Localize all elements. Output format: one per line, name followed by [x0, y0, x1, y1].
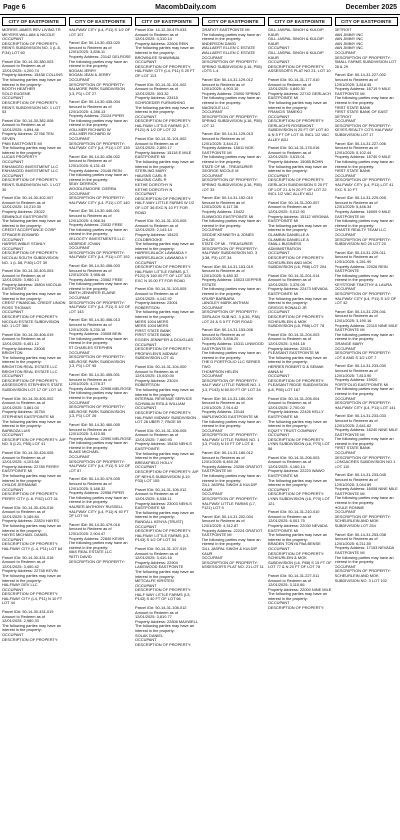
parcel-record: Parcel ID#: 50-14-31-101-002 Amount to Redeem as of 12/01/2025: 303.32 Property Address: 23415 SCHROEDER FURNISHING The following parties may have an interest in the property: OCCUPANT DESCRIPTION OF PROPERTY: HALFWAY LITTLE FARMS (L7, P121) N 1/2 OF LOT 22: [135, 81, 195, 133]
parcel-record: Parcel ID#: 50-14-31-106-012 Amount to Redeem as of 12/01/2025: 6,038.11 Property Address: 23003 NEHLS EASTPOINTE MI The following parties may have an interest in the property: RANDALL KENYA (TRUST) OCCUPANT DESCRIPTION OF PROPERTY: HALFWAY LITTLE FARMS (L3, P143) S 1/2 OF LOT 54: [135, 486, 195, 543]
parcel-record: MORRIS JAMES REV LIVING TR MEYERS WILLIAM & NICOLE OCCUPANT DESCRIPTION OF PROPERTY: REIN'S SUBDIVISION NO. 1 (L.6, P.34) LOT 60: [2, 27, 61, 55]
legal-notice-columns: [0, 15, 400, 840]
parcel-record: Parcel ID#: 50-14-31-106-005 Amount to Redeem as of 12/01/2025: 7,660.93 Property Address: 15430 NEHLS EASTPOINTE The following parties may have an interest in the property: BREAKFIELD HOLLY OCCUPANT DESCRIPTION OF PROPERTY: A/P OF NEHLS SUBDIVISION (L19, P33) LOT 105: [135, 427, 199, 484]
parcel-record: Parcel ID#: 50-14-31-202-004 Amount to Redeem as of 12/01/2025: 4,312.87 Property Address: 22224 GRATIOT EASTPOINTE MI The following parties may have an interest in the property: GILL JASPAL SINGH & KULDIP KAUR OCCUPANT DESCRIPTION OF PROPERTY: ASSESSOR'S PLAT NO. 21 LOT 11: [201, 513, 264, 570]
parcel-record: Parcel ID#: 50-14-30-403-003 Amount to Redeem as of 12/01/2025: 3,980.13 Property Address: 15804 NICOLAI EASTPOINTE The following parties may have an interest in the property: CREST FINANCIAL CREDIT UNION ROSS THOMAS OCCUPANT DESCRIPTION OF PROPERTY: NICOLAI ESTATE SUBDIVISION NO. 1 LOT 380: [2, 268, 66, 329]
parcel-record: Parcel ID#: 50-14-31-129-013 Amount to Redeem as of 12/01/2025: 3,444.21 Property Address: 15611 NOK EASTPOINTE MI The following parties may have an interest in the property: STATE OF MI - TREASURER GEORGE NICOLE M OCCUPANT DESCRIPTION OF PROPERTY: SPRING SUBDIVISION (L16, P55) LOT 33: [201, 131, 262, 192]
site-name: MacombDaily.com: [155, 3, 217, 11]
parcel-record: DETROIT VAN JIMMY INC VAN JIMMY INC VAN JIMMY INC VAN JIMMY INC OCCUPANT DESCRIPTION OF PROPERTY: SMALL FARMS SUBDIVISION LOT 28 & 29: [334, 27, 397, 69]
parcel-record: Parcel ID#: 50-14-30-435-004 Amount to Redeem as of 12/01/2025: 4,288.13 Property Address: 23124 PIPER The following parties may have an interest in the property: VOLLMER RICHARD W VOLLMER RICHARD W OCCUPANT DESCRIPTION OF PROPERTY: HALFWAY CITY (L4, P11) LOT 139: [68, 99, 130, 151]
notice-column: [2, 17, 66, 840]
parcel-record: Parcel ID#: 50-14-31-104-000 Amount to Redeem as of 12/01/2025: 15,000.00 Property Address: 23024 ROBERTSON The following parties may have an interest in the property: INTERNAL REVENUE SERVICE SCHWALM RITA & WILLIAM OCCUPANT DESCRIPTION OF PROPERTY: HALFWAY MIDWAY SUBDIVISION LOT 28 UBER 7, PAGE 59: [135, 363, 197, 425]
parcel-record: Parcel ID#: 50-14-30-426-005 Amount to Redeem as of 12/01/2025: 4,103.68 Property Address: 22789 PERRY EASTPOINTE MI The following parties may have an interest in the property: CHILDS JERMAINE OCCUPANT DESCRIPTION OF PROPERTY: PERRY CITY (L.8, P.52) LOT 31: [2, 450, 62, 501]
parcel-record: Parcel ID#: 50-14-31-177-010 Amount to Redeem as of 12/01/2025: 4,840.30 Property Address: 22742 GERLACH EASTPOINTE MI The following parties may have an interest in the property: FRANCIS TAMEKO OCCUPANT DESCRIPTION OF PROPERTY: GERLACH'S ROSEMONT SUBDIVISION N 25 FT OF LOT 40 & N 5 FT OF LOT 41 INCL 1/2 VAC ALLEY ADJ: [268, 76, 331, 142]
notice-column: [335, 17, 399, 840]
column-heading: CITY OF EASTPOINTE: [135, 17, 199, 26]
parcel-record: Parcel ID#: 50-14-31-227-011 Amount to Redeem as of 12/01/2025: 3,110.66 Property Address: 22000 NINE MILE The following parties may have an interest in the property: OCCUPANT DESCRIPTION OF PROPERTY:: [268, 572, 332, 611]
page-header: [0, 0, 400, 15]
parcel-record: GRATIOT EASTPOINTE MI The following parties may have an interest in the property: ANDERSON DAVID WALLAERT ELLEN C ESTATE WALLAERT ELLEN C ESTATE OCCUPANT DESCRIPTION OF PROPERTY: SPRING SUBDIVISION (L16, P55) LOTS 1-4: [201, 27, 262, 74]
parcel-record: Parcel ID#: 50-14-30-456-003 Amount to Redeem as of 12/01/2025: 3,988.46 Property Address: 23062 FREE The following parties may have an interest in the property: SMITH JENNIFER ELAINE OCCUPANT DESCRIPTION OF PROPERTY: HALFWAY CITY (L4, P11) S 1/2 OF LOT 143: [68, 262, 131, 314]
parcel-record: Parcel ID#: 50-14-30-479-005 Amount to Redeem as of 12/01/2025: 5,188.32 Property Address: 22958 PIPER The following parties may have an interest in the property: HAUSER ANTHONY RUSSELL HALFWAY CITY (L4, P11) N 40 FT OF LOT 94: [68, 476, 129, 519]
parcel-record: Parcel ID#: 50-14-31-108-012 Amount to Redeem as of 12/01/2025: 3,810.77 Property Address: 22806 MAXWELL The following parties may have an interest in the property: SOLAK DANIEL OCCUPANT DESCRIPTION OF PROPERTY:: [135, 605, 198, 647]
page-number: Page 6: [3, 3, 26, 11]
parcel-record: Parcel ID#: 50-14-31-229-041 Amount to Redeem as of 12/01/2025: 3,190.16 Property Address: 22110 NINE MILE EASTPOINTE MI The following parties may have an interest in the property: GRANGE MARY OCCUPANT DESCRIPTION OF PROPERTY: LOT 8 AND S 1/2 LOT 7: [334, 308, 398, 360]
parcel-record: Parcel ID#: 50-14-30-431-016 Amount to Redeem as of 12/01/2025: 3,450.42 Property Address: 22748 KEVIN The following parties may have an interest in the property: HALFWAY DEV LLC OCCUPANT DESCRIPTION OF PROPERTY: HALFWAY CITY (L4, P11) N 10 FT LOT 44: [2, 554, 63, 606]
parcel-record: Parcel ID#: 50-14-31-253-038 Amount to Redeem as of 12/01/2025: 6,211.50 Property Address: 17153 NEVADA EASTPOINTE MI The following parties may have an interest in the property: OCCUPANT DESCRIPTION OF PROPERTY: SCHEURLEIN AND MOK SUBDIVISION NO. 3 LOT 102: [334, 531, 394, 583]
parcel-record: Parcel ID#: 50-14-31-206-003 Amount to Redeem as of 12/01/2025: 4,160.14 Property Address: 22223 WAWO EASTPOINTE MI The following parties may have an interest in the property: OCCUPANT DESCRIPTION OF PROPERTY: LYNN SUBDIVISION (L6, P70) LOT 121: [268, 454, 330, 506]
parcel-record: Parcel ID#: 50-14-30-402-007 Amount to Redeem as of 12/01/2025: 10,219.30 Property Address: 23022 SEMINOLE EASTPOINTE The following parties may have an interest in the property: CREDIT ACCEPTANCE CORP STRADER EDWARD OCCUPANT HARRIS WIBLE STANLY OCCUPANT DESCRIPTION OF PROPERTY: NICOLAI SOUTH SUBDIVISION NO. 1 (L.58, P.80) LOT 39: [2, 195, 62, 265]
column-heading: CITY OF EASTPOINTE: [2, 17, 66, 26]
parcel-record: Parcel ID#: 50-14-31-129-012 Amount to Redeem as of 12/01/2025: 4,903.10 Property Address: 23000 SPRING The following parties may have an interest in the property: MAGNOLE LLC OCCUPANT DESCRIPTION OF PROPERTY: SPRING SUBDIVISION (L16, P55) LOT 12: [201, 76, 262, 128]
parcel-record: HALFWAY CITY (L4, P11) S 1/2 OF LOT 107: [68, 27, 131, 37]
parcel-record: Parcel ID#: 50-14-30-455-001 Amount to Redeem as of 12/01/2025: 4,278.37 Property Address: 22998 MELROSE The following parties may have an interest in the property: OCCUPANT DESCRIPTION OF PROPERTY: MELROSE PARK SUBDIVISION (L3, P1) LOT 26: [68, 371, 132, 419]
parcel-record: Parcel ID#: 50-14-30-440-001 Amount to Redeem as of 12/01/2025: 4,966.34 Property Address: 23032 FREE The following parties may have an interest in the property: VELOCITY INVESTMENTS LLC MCBRIDE JOVAN OCCUPANT DESCRIPTION OF PROPERTY: HALFWAY CITY (L4, P11) LOT 192: [68, 208, 130, 260]
column-heading: CITY OF EASTPOINTE: [69, 17, 133, 26]
parcel-record: Parcel ID#: 50-14-30-479-016 Amount to Redeem as of 12/01/2025: 2,904.47 Property Address: 22840 KEVIN The following parties may have an interest in the property: MAS REAL ESTATE LLC PATTI DAVID DESCRIPTION OF PROPERTY:: [68, 521, 128, 564]
parcel-record: Parcel ID#: 50-14-31-227-006 Amount to Redeem as of 12/01/2025: 5,102.44 Property Address: 16740 9 MILE The following parties may have an interest in the property: FIRST STATE BANK OCCUPANT DESCRIPTION OF PROPERTY: HALFWAY CITY (L4, P11) LOT 41 EXC S 10 FT: [334, 140, 394, 192]
parcel-record: Parcel ID#: 50-14-30-460-005 Amount to Redeem as of 12/01/2025: 3,410.55 Property Address: 22990 MELROSE The following parties may have an interest in the property: BLAKE MICHAEL OCCUPANT DESCRIPTION OF PROPERTY: HALFWAY CITY (L4, P11) S 1/2 OF LOT 87: [68, 421, 132, 473]
parcel-record: Parcel ID#: 50-14-31-153-008 Amount to Redeem as of 12/01/2025: 3,838.20 Property Address: 15311 LINWOOD EASTPOINTE MI The following parties may have an interest in the property: THE D PORTFOLIO LLC SERIES TWO THOMPSON HELEN OCCUPANT DESCRIPTION OF PROPERTY: HALF WAY LITTLE FARMS NO. 1 (L3, P143) N 60.00 FT OF LOT 34: [201, 327, 264, 392]
parcel-record: Parcel ID#: 50-14-31-101-002 Amount to Redeem as of 12/01/2025: 2,800.17 Property Address: 15118 E MILE EASTPOINTE MI The following parties may have an interest in the property: STERLING MARY HAUSNS CARL R HAUSNS CARL R KETHE DOROTHY N KETHE DOROTHY N OCCUPANT DESCRIPTION OF PROPERTY: HALF-WAY LITTLE FARMS W 1/2 OF LOT 36 EXC N 10 FT FOR ROAD: [135, 136, 195, 215]
parcel-record: Parcel ID#: 50-14-31-210-010 Amount to Redeem as of 12/01/2025: 6,001.75 Property Address: 22030 NEVADA EASTPOINTE MI The following parties may have an interest in the property: BRADEN TONYA PAA BENSE OCCUPANT DESCRIPTION OF PROPERTY: SCHEURLEIN & MOK SUBDIVISION (L6, P88) S 15 FT OF LOT 77 & N 20 FT OF LOT 78: [268, 509, 332, 570]
parcel-record: Parcel ID#: 50-14-30-406-019 Amount to Redeem as of 12/01/2025: 6,451.12 Property Address: 23008 BRIGHTON The following parties may have an interest in the property: BRIGHTON REAL ESTATE LLC BRIGHTON REAL ESTATE LLC OCCUPANT DESCRIPTION OF PROPERTY: ASSESSOR'S STEPHEN'S STATE SUBDIVISION LOT 17 OF LOT 18: [2, 331, 63, 392]
parcel-record: Parcel ID#: 50-14-31-204-003 Amount to Redeem as of 12/01/2025: 3,944.18 Property Address: 22513 PLEASANT EASTPOINTE MI The following parties may have an interest in the property: HERRES ROBERT D & SEMAK ANNA M OCCUPANT DESCRIPTION OF PROPERTY: PLEASANT RIDGE SUBDIVISION (L8, P55) LOT 167: [268, 331, 328, 392]
parcel-record: Parcel ID#: 50-14-31-103-005 Amount to Redeem as of 12/01/2025: 4,142.92 Property Address: 23001 ROBERTSON The following parties may have an interest in the property: MERS 1004 MERS MERS 1004 MERS FIRST STATE BANK FIRST STATE BANK EGGEN JENNIFER & DOUGLAS OCCUPANT DESCRIPTION OF PROPERTY: PROFAYLEN'S MIDWAY SUBDIVISION LOT 41: [135, 286, 195, 361]
parcel-record: Parcel ID#: 50-14-30-431-019 Amount to Redeem as of 12/01/2025: 2,980.33 The following parties may have an interest in the property: OCCUPANT DESCRIPTION OF PROPERTY:: [2, 609, 62, 642]
parcel-record: Parcel ID#: 50-14-30-426-016 Amount to Redeem as of 12/01/2025: 5,189.84 Property Address: 22824 HAYES The following parties may have an interest in the property: HAYES MICHAEL DANIEL OCCUPANT DESCRIPTION OF PROPERTY: HALFWAY CITY (L.4, P11) LOT 64: [2, 504, 63, 551]
parcel-record: Parcel ID#: 50-14-31-180-012 Amount to Redeem as of 12/01/2025: 6,460.28 Property Address: 23206 GRATIOT EASTPOINTE MI The following parties may have an interest in the property: GILL JASPAL SINGH & KULDIP KAUR OCCUPANT DESCRIPTION OF PROPERTY: HALFWAY LITTLE FARMS (L7, P121) LOT 9: [201, 450, 263, 511]
parcel-record: Parcel ID#: 50-14-31-233-045 Amount to Redeem as of 12/01/2025: 3,044.89 Property Address: 16008 NINE MILE EASTPOINTE MI The following parties may have an interest in the property: HOULE RONNIE OCCUPANT DESCRIPTION OF PROPERTY: SCHEURLEIN AND MOK SUBDIVISION LOT 254: [334, 472, 398, 528]
issue-date: December 2025: [345, 3, 397, 11]
parcel-record: Parcel ID#: 50-14-31-205-004 Amount to Redeem as of 12/01/2025: 2,700.00 Property Address: 22426 KELLY EASTPOINTE MI The following parties may have an interest in the property: EQUITY TRUST COMPANY OCCUPANT DESCRIPTION OF PROPERTY: LYNN SUBDIVISION (L6, P70) LOT 56: [268, 395, 330, 452]
parcel-record: Parcel ID#: 50-14-31-152-010 Amount to Redeem as of 12/01/2025: 6,117.36 Property Address: 15422 ELMWOOD EASTPOINTE MI The following parties may have an interest in the property: OCCUPANT GEDDIE KENNETH & JONES CHLOE STATE OF MI - TREASURER DESCRIPTION OF PROPERTY: HALFWAY SUBDIVISION NO. 3 (L38, P3) LOT 34: [201, 195, 261, 260]
parcel-record: Parcel ID#: 50-14-30-380-003 Amount to Redeem as of 12/01/2025: 4,200.74 Property Address: 15438 COLLINS The following parties may have an interest in the property: BOOTH HEATHER SOLO EUGENE OCCUPANT DESCRIPTION OF PROPERTY: REIN'S SUBDIVISION NO. 1 LOT 53: [2, 58, 63, 115]
parcel-record: Parcel ID#: 50-14-31-227-002 Amount to Redeem as of 12/01/2025: 3,818.45 Property Address: 16719 9 MILE EASTPOINTE MI The following parties may have an interest in the property: FIRST STATE BANK FIRST STATE BANK OF EAST DETROIT OCCUPANT DESCRIPTION OF PROPERTY: KEYES REALTY CO'S HALFWAY SUBDIVISION LOT 17: [334, 72, 394, 138]
parcel-record: Parcel ID#: 50-14-31-233-030 Amount to Redeem as of 12/01/2025: 7,813.90 Property Address: 15920 PORTFOLIO EASTPOINTE MI The following parties may have an interest in the property: OCCUPANT DESCRIPTION OF PROPERTY: HALFWAY CITY (L4, P11) LOT 141: [334, 363, 396, 410]
parcel-record: Parcel ID#: 50-14-30-405-002 Amount to Redeem as of 12/01/2025: 3,861.04 Property Address: 16754 STEPHENS EASTPOINTE MI The following parties may have an interest in the property: BARBOZA LUIS OCCUPANT DESCRIPTION OF PROPERTY: A/P NO. 5 (L21, P55) LOT 41: [2, 395, 66, 447]
parcel-record: Parcel ID#: 50-14-31-153-019 Amount to Redeem as of 12/01/2025: 5,480.32 Property Address: 15023 DEPPER ESTATE The following parties may have an interest in the property: KRUSP BARBARA LANGLEY MARK ANTHAN OCCUPANT DESCRIPTION OF PROPERTY: GERLACH SUB NO. 3 (L36, P38) LOT 24 & S 5 FT FOR ROAD: [201, 263, 262, 324]
column-heading: CITY OF EASTPOINTE: [268, 17, 332, 26]
parcel-record: Parcel ID#: 50-14-31-178-016 Amount to Redeem as of 12/01/2025: 3,615.01 Property Address: 15085 BOHN The following parties may have an interest in the property: OCCUPANT DESCRIPTION OF PROPERTY: GERLACH SUBDIVISION S 20 FT OF LOT 21 & N 20 FT OF LOT 22 INCL 1/2 VAC ALLEY ADJ: [268, 145, 328, 197]
parcel-record: Parcel ID#: 50-14-31-233-033 Amount to Redeem as of 12/01/2025: 2,641.62 Property Address: 16240 NINE MILE EASTPOINTE MI The following parties may have an interest in the property: FIRST STATE BANK OCCUPANT DESCRIPTION OF PROPERTY: LONGACRES SUBDIVISION NO 1 LOT 110: [334, 413, 398, 469]
parcel-record: Parcel ID#: 50-14-31-180-009 Amount to Redeem as of 12/01/2025: 2,914.42 Property Address: 15144 MAPLEWOOD EASTPOINTE MI The following parties may have an interest in the property: OCCUPANT DESCRIPTION OF PROPERTY: HALFWAY LITTLE FARMS NO. 1 (L3, P143) N 10 FT OF LOT 8: [201, 395, 261, 447]
parcel-record: Parcel ID#: 50-14-30-382-008 Amount to Redeem as of 12/01/2025: 4,894.46 Property Address: 22766 TEN SEVEN PNM EASTPOINTE MI The following parties may have an interest in the property: LUCAS PROPERTY OCCUPANT ENHANCED INVESTMENT LLC ENHANCED INVESTMENT LLC OCCUPANT DESCRIPTION OF PROPERTY: REIN'S SUBDIVISION NO. 1 LOT 30: [2, 117, 62, 192]
parcel-record: Parcel ID#: 50-14-31-107-019 Amount to Redeem as of 12/01/2025: 3,410.16 Property Address: 22904 LAKEWOOD EASTPOINTE The following parties may have an interest in the property: METCALFE KIRSTEN OCCUPANT DESCRIPTION OF PROPERTY: HALF WAY LITTLE FARMS (L3, P143) S 40 FT OF LOT 66: [135, 545, 195, 602]
notice-column: [69, 17, 133, 840]
column-heading: CITY OF EASTPOINTE: [202, 17, 266, 26]
parcel-record: Parcel ID#: 14-12-30-479-033 Amount to Redeem as of 12/01/2025: 4,310.14 Property Address: 22606 REIN The following parties may have an interest in the property: BROWNLEE SHAWNNAL OCCUPANT DESCRIPTION OF PROPERTY: HALFWAY CITY (L4, P11) S 20 FT OF LOT 113: [135, 27, 195, 78]
notice-column: [135, 17, 199, 840]
parcel-record: Parcel ID#: 50-14-31-201-014 Amount to Redeem as of 12/01/2025: 3,376.09 Property Address: 22473 NEVADA EASTPOINTE MI The following parties may have an interest in the property: GRIGGS RONALD JR OCCUPANT DESCRIPTION OF PROPERTY: SCHEURLEIN & MOK SUBDIVISION (L6, P88) LOT 78: [268, 272, 328, 329]
column-heading: CITY OF EASTPOINTE: [335, 17, 399, 26]
parcel-record: Parcel ID#: 50-14-30-433-020 Amount to Redeem as of 12/01/2025: 3,836.11 Property Address: 23142 DELROSE The following parties may have an interest in the property: BOGAN JERRY BOGAN JEAN & JERRY OCCUPANT DESCRIPTION OF PROPERTY: BALMORE PARK SUBDIVISION (L3, P1) LOT 27: [68, 40, 131, 96]
notice-column: [202, 17, 266, 840]
parcel-record: Parcel ID#: 50-14-31-103-005 Amount to Redeem as of 12/01/2025: 2,143.14 Property Address: 15423 COLDBROOKE The following parties may have an interest in the property: HARRIS-BLACK LAWANDA Y HARRIS-BLACK LAWANDA Y OCCUPANT DESCRIPTION OF PROPERTY: HALFWAY LITTLE FARMS (L7, P121) N 160.00 FT OF LOT 324 EXC N 10.00 FT FOR ROAD: [135, 218, 195, 283]
parcel-record: Parcel ID#: 50-14-30-436-002 Amount to Redeem as of 12/01/2025: 6,131.43 Property Address: 23146 REIN The following parties may have an interest in the property: SEAY DERRICK WOODLEMOORE CIERRA OCCUPANT DESCRIPTION OF PROPERTY: HALFWAY CITY (L4, P11) LOT 140: [68, 153, 130, 205]
notice-column: [268, 17, 332, 840]
parcel-record: Parcel ID#: 50-14-30-456-013 Amount to Redeem as of 12/01/2025: 5,230.18 Property Address: 23008 BEIN The following parties may have an interest in the property: ST CHARLES STEPHEN OCCUPANT DESCRIPTION OF PROPERTY: MELROSE PARK SUBDIVISION (L3, P1) LOT 95: [68, 317, 128, 369]
parcel-record: Parcel ID#: 50-14-31-229-011 Amount to Redeem as of 12/01/2025: 4,281.90 Property Address: 22026 REIN EASTPOINTE The following parties may have an interest in the property: KEYSTONE TIMOTHY & LAURA OCCUPANT DESCRIPTION OF PROPERTY: HALFWAY CITY (L4, P11) S 1/2 OF LOT 42: [334, 249, 397, 306]
parcel-record: Parcel ID#: 50-14-31-200-007 Amount to Redeem as of 12/01/2025: 5,012.90 Property Address: 15112 VIRGINIA EASTPOINTE MI The following parties may have an interest in the property: GLAMBIN DANIELLE A GLAMBIN DANIELLE A SMALL BUSINESS ADMINISTRATION OCCUPANT DESCRIPTION OF PROPERTY: SCHEURLEIN AND MOK SUBDIVISION (L6, P88) LOT 204: [268, 199, 329, 270]
parcel-record: Parcel ID#: 50-14-31-229-005 Amount to Redeem as of 12/01/2025: 5,446.34 Property Address: 16009 9 MILE EASTPOINTE MI The following parties may have an interest in the property: CHASTE REALTY TEAM LLC OCCUPANT DESCRIPTION OF PROPERTY: SUBDIVISION NO 29 LOT 20: [334, 195, 394, 247]
parcel-record: GILL JASPAL SINGH & KULDIP KAUR GILL JASPAL SINGH & KULDIP KAUR OCCUPANT GILL JASPAL SINGH & KULDIP KAUR OCCUPANT DESCRIPTION OF PROPERTY: ASSESSOR'S PLAT NO 21, LOT 10: [268, 27, 331, 74]
